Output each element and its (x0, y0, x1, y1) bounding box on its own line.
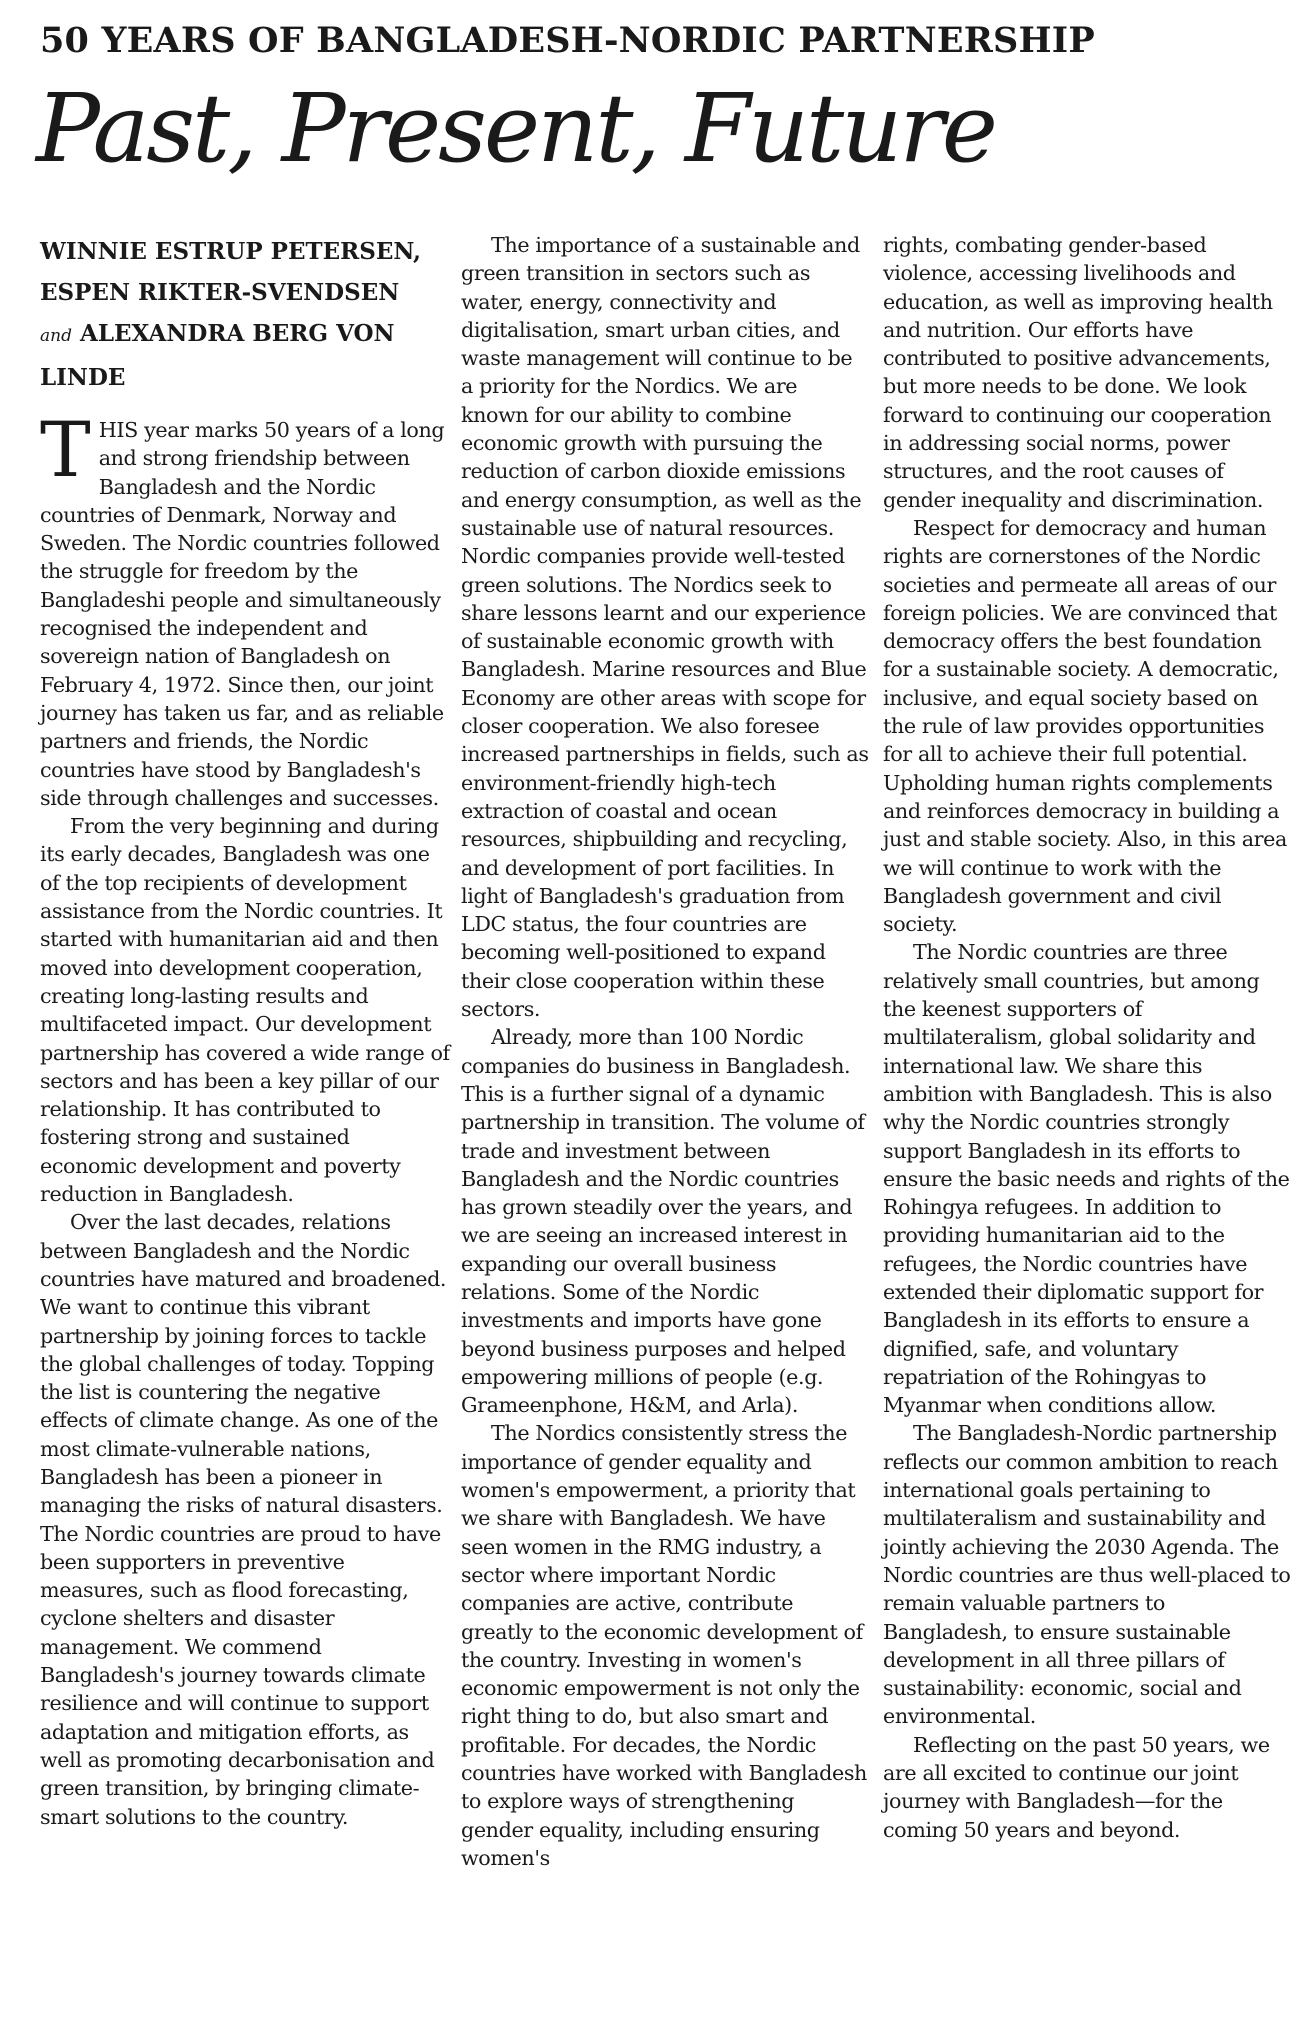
article-paragraph: Respect for democracy and human rights are cornerstones of the Nordic societies and permeate all areas of our foreign policies. We are convinced that democracy offers the best foundation for a sustainable society. A democratic, inclusive, and equal society based on the rule of law provides opportunities for all to achieve their full potential. Upholding human rights complements and reinforces democracy in building a just and stable society. Also, in this area we will continue to work with the Bangladesh government and civil society. (883, 515, 1287, 937)
column-2 (461, 231, 869, 1872)
article-paragraph: The Bangladesh-Nordic partnership reflects our common ambition to reach international goals pertaining to multilateralism and sustainability and jointly achieving the 2030 Agenda. The Nordic countries are thus well-placed to remain valuable partners to Bangladesh, to ensure sustainable development in all three pillars of sustainability: economic, social and environmental. (883, 1421, 1291, 1729)
article-paragraph: The Nordic countries are three relatively small countries, but among the keenest supporters of multilateralism, global solidarity and international law. We share this ambition with Bangladesh. This is also why the Nordic countries strongly support Bangladesh in its efforts to ensure the basic needs and rights of the Rohingya refugees. In addition to providing humanitarian aid to the refugees, the Nordic countries have extended their diplomatic support for Bangladesh in its efforts to ensure a dignified, safe, and voluntary repatriation of the Rohingyas to Myanmar when conditions allow. (883, 940, 1290, 1418)
byline (40, 231, 450, 398)
article-paragraph: The importance of a sustainable and green transition in sectors such as water, energy, connectivity and digitalisation, smart urban cities, and waste management will continue to be a priority for the Nordics. We are known for our ability to combine economic growth with pursuing the reduction of carbon dioxide emissions and energy consumption, as well as the sustainable use of natural resources. Nordic companies provide well-tested green solutions. The Nordics seek to share lessons learnt and our experience of sustainable economic growth with Bangladesh. Marine resources and Blue Economy are other areas with scope for closer cooperation. We also foresee increased partnerships in fields, such as environment-friendly high-tech extraction of coastal and ocean resources, shipbuilding and recycling, and development of port facilities. In light of Bangladesh's graduation from LDC status, the four countries are becoming well-positioned to expand their close cooperation within these sectors. (461, 233, 869, 1022)
article-paragraph: THIS year marks 50 years of a long and strong friendship between Bangladesh and the Nordic countries of Denmark, Norway and Sweden. The Nordic countries followed the struggle for freedom by the Bangladeshi people and simultaneously recognised the independent and sovereign nation of Bangladesh on February 4, 1972. Since then, our joint journey has taken us far, and as reliable partners and friends, the Nordic countries have stood by Bangladesh's side through challenges and successes. (40, 405, 445, 810)
headline: Past, Present, Future (36, 74, 995, 184)
article-paragraph: Over the last decades, relations between Bangladesh and the Nordic countries have matured and broadened. We want to continue this vibrant partnership by joining forces to tackle the global challenges of today. Topping the list is countering the negative effects of climate change. As one of the most climate-vulnerable nations, Bangladesh has been a pioneer in managing the risks of natural disasters. The Nordic countries are proud to have been supporters in preventive measures, such as flood forecasting, cyclone shelters and disaster management. We commend Bangladesh's journey towards climate resilience and will continue to support adaptation and mitigation efforts, as well as promoting decarbonisation and green transition, by bringing climate-smart solutions to the country. (40, 1210, 447, 1829)
byline-and: and (40, 326, 72, 346)
article-paragraph: Reflecting on the past 50 years, we are all excited to continue our joint journey with Bangladesh—for the coming 50 years and beyond. (883, 1732, 1270, 1842)
column-3 (883, 231, 1295, 1844)
kicker: 50 YEARS OF BANGLADESH-NORDIC PARTNERSHIP (40, 20, 1095, 61)
article-paragraph: The Nordics consistently stress the importance of gender equality and women's empowerment, a priority that we share with Bangladesh. We have seen women in the RMG industry, a sector where important Nordic companies are active, contribute greatly to the economic development of the country. Investing in women's economic empowerment is not only the right thing to do, but also smart and profitable. For decades, the Nordic countries have worked with Bangladesh to explore ways of strengthening gender equality, including ensuring women's (461, 1421, 867, 1870)
column-1 (40, 231, 450, 1831)
article-paragraph: Already, more than 100 Nordic companies do business in Bangladesh. This is a further signal of a dynamic partnership in transition. The volume of trade and investment between Bangladesh and the Nordic countries has grown steadily over the years, and we are seeing an increased interest in expanding our overall business relations. Some of the Nordic investments and imports have gone beyond business purposes and helped empowering millions of people (e.g. Grameenphone, H&M, and Arla). (461, 1025, 865, 1418)
article-paragraph: From the very beginning and during its early decades, Bangladesh was one of the top recipients of development assistance from the Nordic countries. It started with humanitarian aid and then moved into development cooperation, creating long-lasting results and multifaceted impact. Our development partnership has covered a wide range of sectors and has been a key pillar of our relationship. It has contributed to fostering strong and sustained economic development and poverty reduction in Bangladesh. (40, 814, 450, 1207)
author-name: and ALEXANDRA BERG VON LINDE (40, 320, 395, 391)
author-name: WINNIE ESTRUP PETERSEN, (40, 238, 421, 265)
drop-cap: T (40, 405, 91, 494)
article-paragraph: rights, combating gender-based violence, accessing livelihoods and education, as well as improving health and nutrition. Our efforts have contributed to positive advancements, but more needs to be done. We look forward to continuing our cooperation in addressing social norms, power structures, and the root causes of gender inequality and discrimination. (883, 233, 1273, 512)
author-name: ESPEN RIKTER-SVENDSEN (40, 279, 400, 306)
